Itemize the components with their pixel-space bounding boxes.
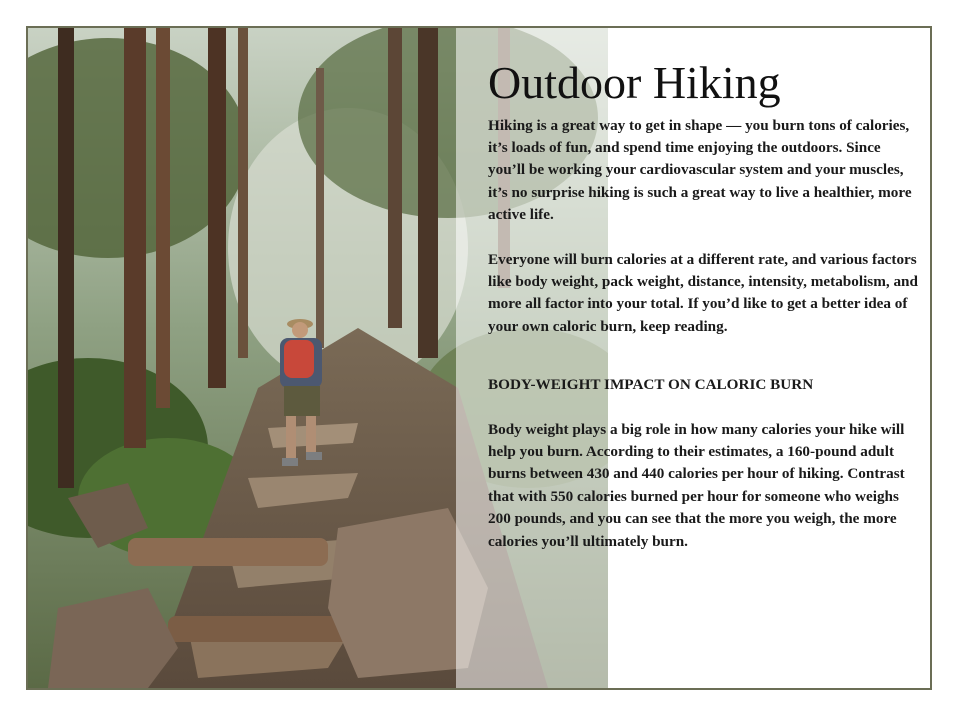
body-weight-paragraph: Body weight plays a big role in how many calories your hike will help you burn. According to their estimates, a 160-pound adult burns between 430 and 440 calories per hour of hiking. Contrast that with 550 calories burned per hour for someone who weighs 200 pounds, and you can see that the more you weigh, the more calories you’ll ultimately burn. — [488, 420, 905, 550]
text-content — [488, 58, 918, 553]
section-heading: BODY-WEIGHT IMPACT ON CALORIC BURN — [488, 376, 814, 394]
page-title: Outdoor Hiking — [488, 57, 781, 108]
intro-paragraph: Hiking is a great way to get in shape — you burn tons of calories, it’s loads of fun, and spend time enjoying the outdoors. Since you’ll be working your cardiovascular system and your muscles, it’s no surprise hiking is such a great way to live a healthier, more active life. — [488, 116, 912, 224]
factors-paragraph: Everyone will burn calories at a different rate, and various factors like body weight, pack weight, distance, intensity, metabolism, and more all factor into your total. If you’d like to get a better idea of your own caloric burn, keep reading. — [488, 250, 918, 335]
slide — [26, 26, 932, 690]
